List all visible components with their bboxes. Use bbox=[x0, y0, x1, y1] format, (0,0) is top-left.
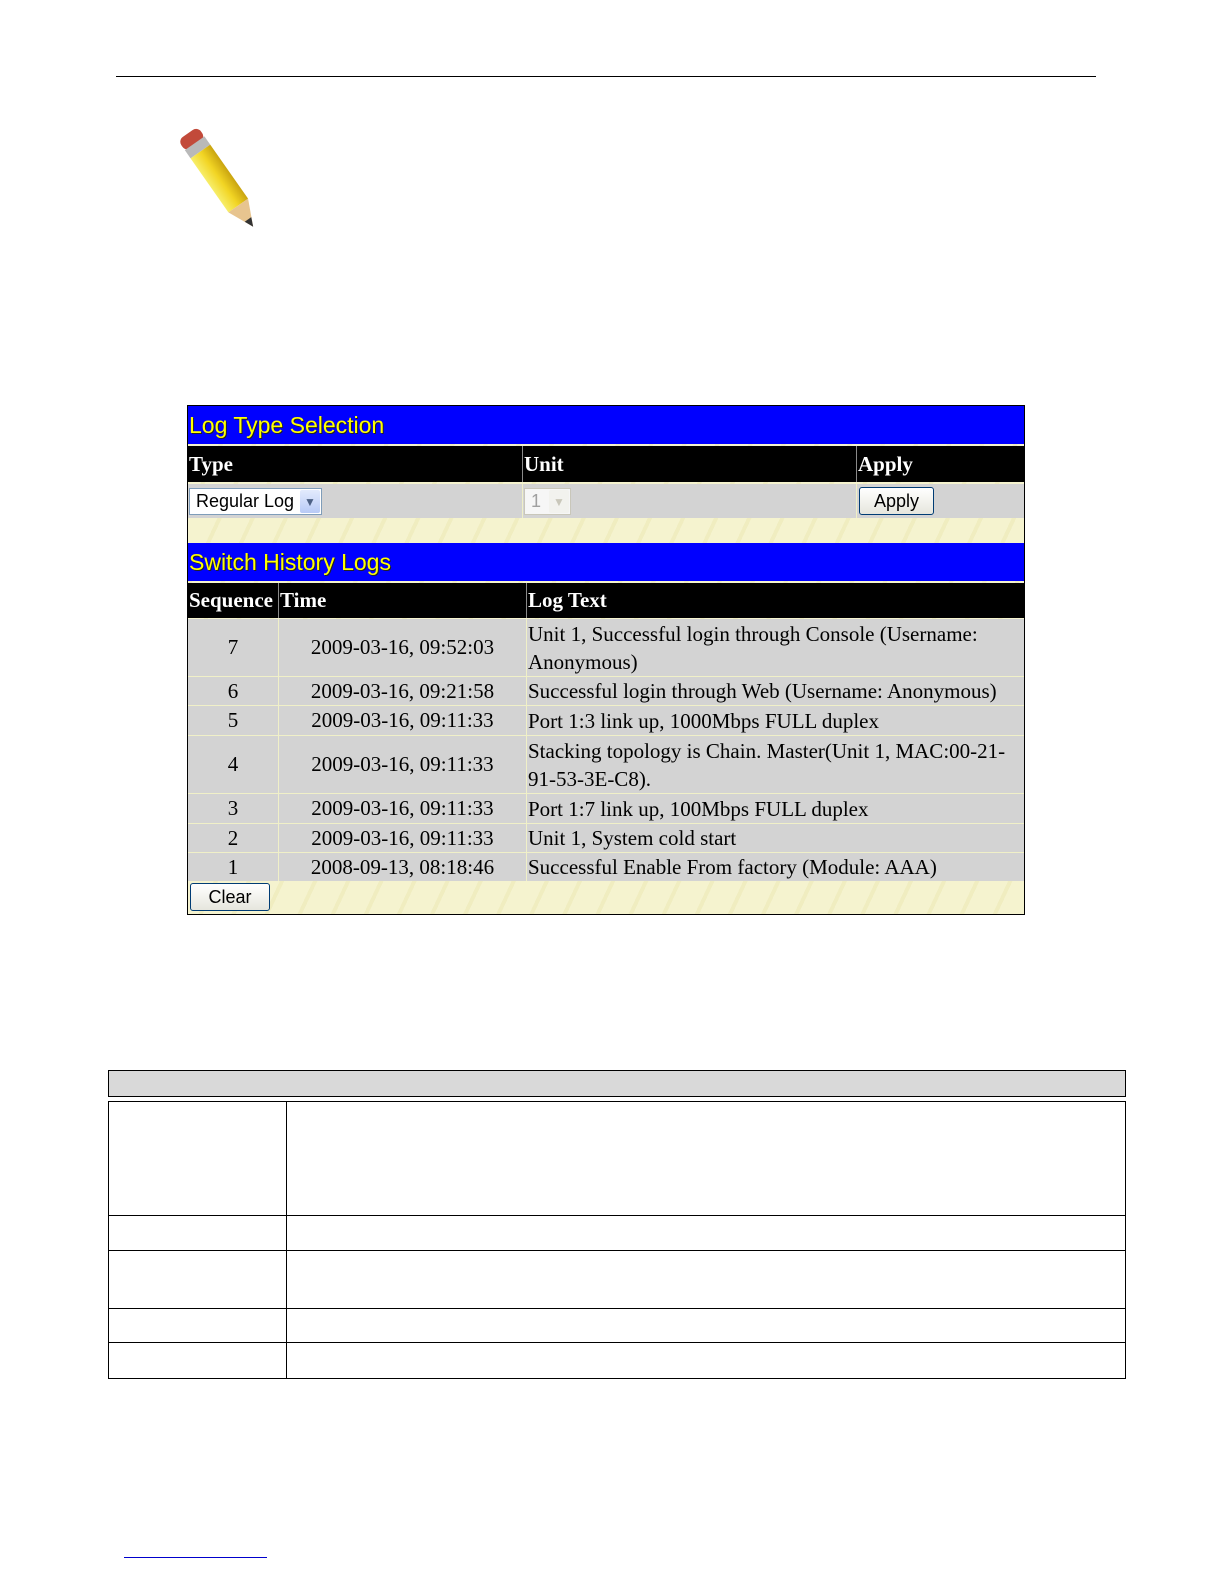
log-type-select-value: Regular Log bbox=[196, 491, 295, 511]
log-text bbox=[526, 619, 1024, 676]
log-text-line2: Anonymous) bbox=[528, 649, 638, 674]
log-sequence: 6 bbox=[227, 678, 239, 703]
history-header-row bbox=[188, 583, 1024, 618]
log-text: Port 1:3 link up, 1000Mbps FULL duplex bbox=[526, 706, 1024, 735]
log-sequence: 4 bbox=[227, 752, 239, 776]
unit-select[interactable] bbox=[524, 488, 571, 515]
log-type-select[interactable] bbox=[189, 488, 322, 515]
log-row bbox=[188, 853, 1024, 881]
footer-link-underline bbox=[124, 1557, 267, 1558]
switch-history-logs-title: Switch History Logs bbox=[188, 543, 1024, 581]
log-row bbox=[188, 619, 1024, 676]
row-divider bbox=[109, 1342, 1125, 1343]
log-time: 2009-03-16, 09:52:03 bbox=[278, 619, 526, 676]
unit-header: Unit bbox=[522, 446, 564, 482]
log-time: 2009-03-16, 09:11:33 bbox=[278, 794, 526, 823]
log-text: Successful Enable From factory (Module: AAA) bbox=[526, 853, 1024, 881]
log-type-row bbox=[188, 484, 1024, 518]
log-sequence: 7 bbox=[227, 635, 239, 659]
log-text: Unit 1, System cold start bbox=[526, 824, 1024, 852]
log-row bbox=[188, 736, 1024, 793]
log-sequence: 5 bbox=[227, 708, 239, 732]
log-time: 2008-09-13, 08:18:46 bbox=[278, 853, 526, 881]
description-table bbox=[108, 1101, 1126, 1379]
time-header: Time bbox=[278, 583, 326, 618]
description-table-header bbox=[108, 1070, 1126, 1097]
log-text: Port 1:7 link up, 100Mbps FULL duplex bbox=[526, 794, 1024, 823]
row-divider bbox=[109, 1308, 1125, 1309]
clear-button[interactable]: Clear bbox=[190, 883, 270, 911]
switch-log-panel bbox=[187, 405, 1025, 915]
log-row bbox=[188, 794, 1024, 823]
log-time: 2009-03-16, 09:11:33 bbox=[278, 706, 526, 735]
log-text-header: Log Text bbox=[526, 583, 607, 618]
log-text-line2: 91-53-3E-C8). bbox=[528, 766, 652, 791]
log-time: 2009-03-16, 09:21:58 bbox=[278, 677, 526, 705]
column-divider bbox=[286, 1102, 287, 1378]
log-time: 2009-03-16, 09:11:33 bbox=[278, 736, 526, 793]
row-divider bbox=[109, 1250, 1125, 1251]
log-row bbox=[188, 677, 1024, 705]
log-row bbox=[188, 824, 1024, 852]
chevron-down-icon[interactable]: ▼ bbox=[549, 490, 569, 513]
log-text-line1: Unit 1, Successful login through Console (Username: bbox=[528, 621, 978, 646]
log-sequence: 2 bbox=[227, 825, 239, 850]
log-type-header-row bbox=[188, 446, 1024, 482]
header-rule bbox=[116, 76, 1096, 77]
sequence-header: Sequence bbox=[189, 588, 273, 612]
log-row bbox=[188, 706, 1024, 735]
log-sequence: 3 bbox=[227, 796, 239, 820]
chevron-down-icon[interactable]: ▼ bbox=[300, 490, 320, 513]
row-divider bbox=[109, 1215, 1125, 1216]
pencil-icon bbox=[168, 120, 278, 245]
unit-select-value: 1 bbox=[531, 491, 542, 511]
log-type-selection-title: Log Type Selection bbox=[188, 406, 1024, 444]
type-header: Type bbox=[189, 451, 233, 476]
log-text-line1: Stacking topology is Chain. Master(Unit 1, MAC:00-21- bbox=[528, 738, 1006, 763]
log-sequence: 1 bbox=[227, 854, 239, 879]
apply-button[interactable]: Apply bbox=[859, 487, 934, 515]
log-time: 2009-03-16, 09:11:33 bbox=[278, 824, 526, 852]
log-text: Successful login through Web (Username: Anonymous) bbox=[526, 677, 1024, 705]
apply-header: Apply bbox=[856, 446, 913, 482]
log-text bbox=[526, 736, 1024, 793]
unit-cell bbox=[522, 484, 857, 518]
